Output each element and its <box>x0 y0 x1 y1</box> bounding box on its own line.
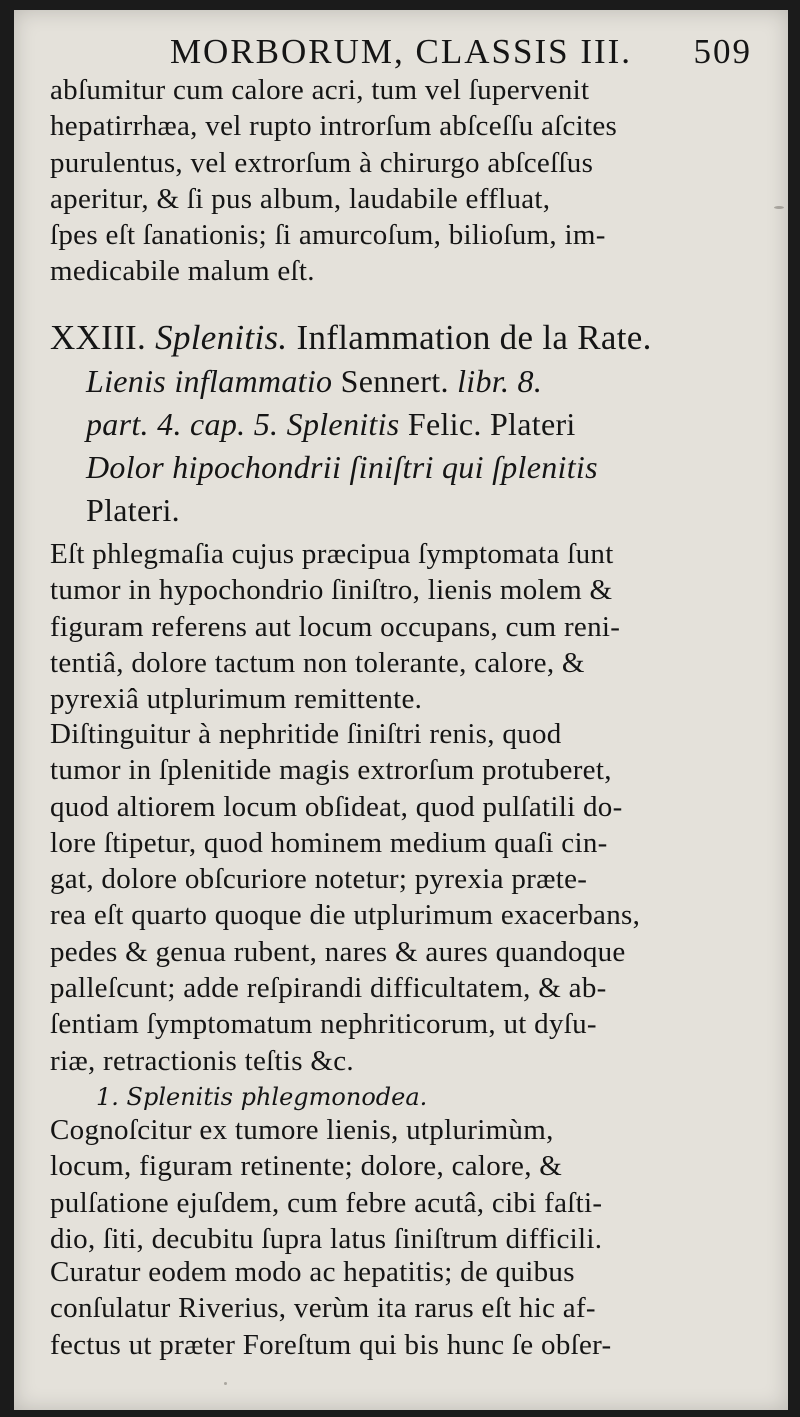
italic-run: part. 4. cap. 5. Splenitis <box>86 406 408 442</box>
text-line: Curatur eodem modo ac hepatitis; de quibus <box>50 1256 575 1288</box>
text-line: tumor in hypochondrio ſiniſtro, lienis molem & <box>50 574 613 607</box>
text-line: Diſtinguitur à nephritide ſiniſtri renis, quod <box>50 718 562 750</box>
paper-speck <box>224 1382 227 1385</box>
text-line: rea eſt quarto quoque die utplurimum exacerbans, <box>50 899 641 932</box>
synonym-line <box>86 403 776 446</box>
section-number: XXIII. <box>50 318 147 357</box>
section-heading <box>50 316 776 532</box>
paragraph-diagnosis <box>50 716 776 1079</box>
text-line: ſpes eſt ſanationis; ſi amurcoſum, bilioſum, im- <box>50 219 606 252</box>
synonym-line <box>86 360 776 403</box>
paper-speck <box>774 206 784 209</box>
italic-run: Lienis inflammatio <box>86 363 341 399</box>
italic-run: Dolor hipochondrii ſiniſtri qui ſplenitis <box>86 449 598 485</box>
text-line: fectus ut præter Foreſtum qui bis hunc ſe obſer- <box>50 1328 612 1361</box>
text-line: riæ, retractionis teſtis &c. <box>50 1044 354 1077</box>
text-line: locum, figuram retinente; dolore, calore, & <box>50 1150 563 1183</box>
text-line: Cognoſcitur ex tumore lienis, utplurimùm, <box>50 1114 554 1146</box>
text-line: medicabile malum eſt. <box>50 255 315 288</box>
text-line: conſulatur Riverius, verùm ita rarus eſt hic af- <box>50 1292 596 1325</box>
text-line: pyrexiâ utplurimum remittente. <box>50 683 423 716</box>
text-line: Eſt phlegmaſia cujus præcipua ſymptomata ſunt <box>50 538 614 570</box>
text-line: palleſcunt; adde reſpirandi difficultatem, & ab- <box>50 972 607 1005</box>
paragraph-definition <box>50 536 776 717</box>
roman-run: Plateri. <box>86 492 180 528</box>
paragraph-signs <box>50 1112 776 1257</box>
disease-name: Splenitis. <box>155 318 288 357</box>
text-line: aperitur, & ſi pus album, laudabile effluat, <box>50 182 551 215</box>
heading-line <box>50 316 776 360</box>
book-page <box>14 10 788 1410</box>
text-line: dio, ſiti, decubitu ſupra latus ſiniſtrum difficili. <box>50 1222 603 1255</box>
text-line: pedes & genua rubent, nares & aures quandoque <box>50 935 626 968</box>
text-line: abſumitur cum calore acri, tum vel ſupervenit <box>50 74 590 106</box>
synonym-line <box>86 489 776 532</box>
text-line: lore ſtipetur, quod hominem medium quaſi cin- <box>50 826 608 859</box>
text-line: quod altiorem locum obſideat, quod pulſatili do- <box>50 790 623 823</box>
roman-run: Sennert. <box>340 363 458 399</box>
synonym-line <box>86 446 776 489</box>
text-line: pulſatione ejuſdem, cum febre acutâ, cibi faſti- <box>50 1186 603 1219</box>
text-line: gat, dolore obſcuriore notetur; pyrexia præte- <box>50 863 588 896</box>
paragraph-continuation <box>50 72 776 290</box>
text-line: hepatirrhæa, vel rupto introrſum abſceſſu aſcites <box>50 110 618 143</box>
text-line: figuram referens aut locum occupans, cum reni- <box>50 610 621 643</box>
text-line: tentiâ, dolore tactum non tolerante, calore, & <box>50 646 585 679</box>
roman-run: Felic. Plateri <box>407 406 576 442</box>
text-line: tumor in ſplenitide magis extrorſum protuberet, <box>50 754 612 787</box>
italic-run: libr. 8. <box>457 363 543 399</box>
text-line: purulentus, vel extrorſum à chirurgo abſceſſus <box>50 146 594 179</box>
subsection-heading: 1. Splenitis phlegmonodea. <box>96 1083 428 1111</box>
synonyms <box>50 360 776 532</box>
paragraph-treatment <box>50 1254 776 1363</box>
page-number: 509 <box>693 32 752 71</box>
text-line: ſentiam ſymptomatum nephriticorum, ut dyſu- <box>50 1008 597 1041</box>
french-name: Inflammation de la Rate. <box>296 318 652 357</box>
running-title: MORBORUM, CLASSIS III. <box>169 32 633 71</box>
running-header <box>14 32 788 72</box>
